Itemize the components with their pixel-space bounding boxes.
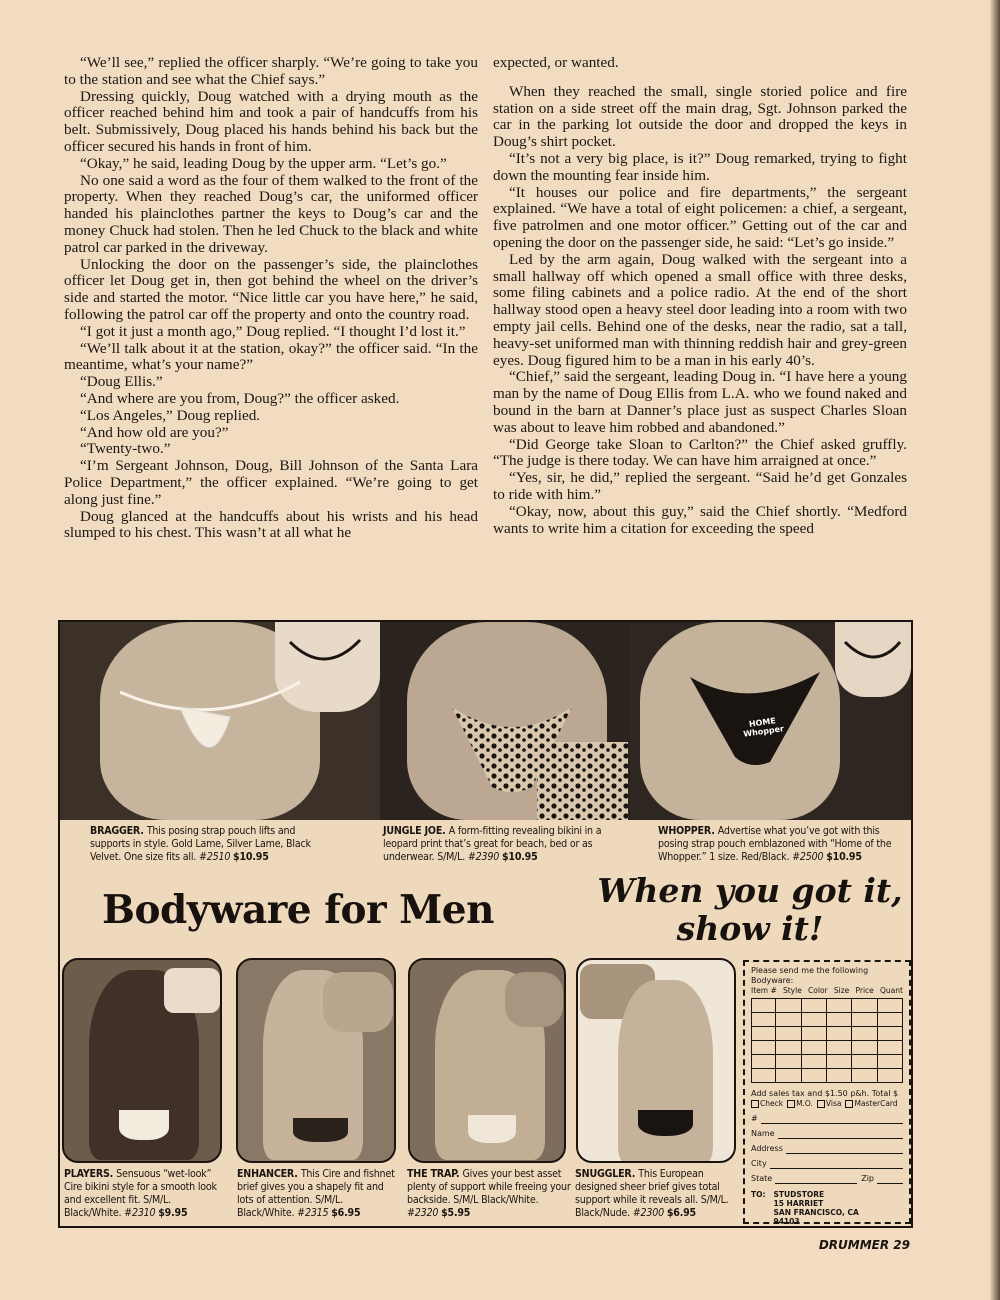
payment-option[interactable] (751, 1099, 783, 1109)
product-sku: #2500 (792, 851, 827, 863)
whopper-print: HOME Whopper (742, 716, 785, 739)
product-price: $6.95 (666, 1207, 696, 1219)
story-paragraph: “And where are you from, Doug?” the officer asked. (80, 389, 400, 407)
field-label: Name (751, 1129, 775, 1138)
product-description: Advertise what you’ve got with this posing strap pouch emblazoned with “Home of the Whopper.” 1 size. Red/Black. (658, 825, 892, 863)
story-paragraph: “We’ll talk about it at the station, okay?” the officer said. “In the meantime, what’s your name?” (64, 339, 478, 374)
payment-label: Visa (825, 1099, 842, 1108)
order-cell[interactable] (852, 1027, 877, 1041)
story-continuation: expected, or wanted. (493, 54, 619, 71)
leopard-bikini-icon (382, 622, 628, 820)
ad-slogan (590, 872, 910, 948)
the-trap-caption (407, 1168, 572, 1220)
field-input[interactable] (786, 1145, 903, 1154)
order-cell[interactable] (827, 1041, 852, 1055)
story-column-right-body (493, 84, 907, 538)
order-cell[interactable] (852, 1041, 877, 1055)
field-input[interactable] (770, 1160, 903, 1169)
whopper-photo (630, 622, 911, 820)
story-paragraph: When they reached the small, single storied police and fire station on a side street off the main drag, Sgt. Johnson parked the car in the parking lot outside the door and dropped the keys in Doug’s shirt pocket. (493, 82, 907, 151)
product-name: ENHANCER. (237, 1168, 301, 1180)
jungle-joe-photo (382, 622, 628, 820)
order-column-header: Price (855, 986, 874, 995)
page-edge (990, 0, 1000, 1300)
checkbox-icon (751, 1100, 759, 1108)
product-description: Gives your best asset plenty of support while freeing your backside. S/M/L Black/White. (407, 1168, 571, 1206)
payment-label: MasterCard (854, 1099, 898, 1108)
field-label: # (751, 1114, 758, 1123)
order-cell[interactable] (776, 1013, 801, 1027)
bragger-photo (60, 622, 380, 820)
order-field-line (751, 1129, 903, 1139)
snuggler-caption (575, 1168, 741, 1220)
order-cell[interactable] (802, 1041, 827, 1055)
field-label: Address (751, 1144, 783, 1153)
zip-field[interactable] (877, 1175, 903, 1184)
checkbox-icon (787, 1100, 795, 1108)
story-paragraph: Unlocking the door on the passenger’s side, the plainclothes officer let Doug get in, then got behind the wheel on the driver’s side and started the motor. “Nice little car you have here,” he said, following the patrol car off the property and onto the country road. (64, 255, 478, 323)
story-column-left (64, 55, 478, 542)
order-cell[interactable] (776, 1069, 801, 1083)
state-label: State (751, 1174, 773, 1183)
payment-option[interactable] (845, 1099, 897, 1109)
order-cell[interactable] (802, 1069, 827, 1083)
order-cell[interactable] (827, 1013, 852, 1027)
product-sku: #2315 (297, 1207, 332, 1219)
order-cell[interactable] (802, 999, 827, 1013)
product-sku: #2320 (407, 1207, 442, 1219)
players-photo (62, 958, 222, 1163)
payment-options (751, 1099, 903, 1109)
order-column-header: Item # (751, 986, 777, 995)
order-fields (751, 1114, 903, 1169)
payment-option[interactable] (817, 1099, 842, 1109)
jungle-joe-caption (383, 825, 628, 864)
tax-note: Add sales tax and $1.50 p&h. Total $ (751, 1089, 899, 1098)
story-paragraph: “And how old are you?” (80, 423, 229, 441)
checkbox-icon (845, 1100, 853, 1108)
product-price: $10.95 (233, 851, 269, 863)
state-field[interactable] (775, 1175, 857, 1184)
field-label: City (751, 1159, 767, 1168)
product-sku: #2300 (632, 1207, 667, 1219)
product-description: This posing strap pouch lifts and supports in style. Gold Lame, Silver Lame, Black Velvet. One size fits all. (90, 825, 311, 863)
product-price: $5.95 (441, 1207, 471, 1219)
story-paragraph: “Doug Ellis.” (80, 373, 163, 391)
order-cell[interactable] (776, 1041, 801, 1055)
story-paragraph: “Okay, now, about this guy,” said the Chief shortly. “Medford wants to write him a citation for exceeding the speed (493, 502, 907, 537)
story-paragraph: “It’s not a very big place, is it?” Doug remarked, trying to fight down the mounting fear inside him. (493, 149, 907, 184)
order-cell[interactable] (751, 1055, 776, 1069)
order-cell[interactable] (802, 1013, 827, 1027)
order-cell[interactable] (878, 1055, 903, 1069)
product-sku: #2510 (198, 851, 234, 863)
product-price: $6.95 (331, 1207, 361, 1219)
zip-label: Zip (861, 1174, 874, 1183)
the-trap-photo (408, 958, 566, 1163)
order-columns (751, 986, 903, 996)
story-paragraph: “I’m Sergeant Johnson, Doug, Bill Johnson of the Santa Lara Police Department,” the officer explained. “We’re going to get along just fine.” (64, 457, 478, 508)
story-paragraph: “It houses our police and fire departments,” the sergeant explained. “We have a total of eight policemen: a chief, a sergeant, five patrolmen and one motor officer.” Getting out of the car and opening the door on the passenger side, he said: “Let’s go inside.” (493, 183, 907, 251)
story-paragraph: Doug glanced at the handcuffs about his wrists and his head slumped to his chest. This wasn’t at all what he (64, 507, 478, 542)
bodyware-advertisement (58, 620, 913, 1228)
payment-option[interactable] (787, 1099, 813, 1109)
story-paragraph: “We’ll see,” replied the officer sharply. “We’re going to take you to the station and see what the Chief says.” (64, 54, 478, 88)
product-name: SNUGGLER. (575, 1168, 639, 1180)
snuggler-photo (576, 958, 736, 1163)
order-cell[interactable] (827, 1027, 852, 1041)
to-label: TO: (751, 1190, 766, 1199)
field-input[interactable] (778, 1130, 903, 1139)
order-cell[interactable] (751, 1013, 776, 1027)
ad-headline: Bodyware for Men (102, 887, 494, 933)
address-line: STUDSTORE (773, 1190, 825, 1199)
order-cell[interactable] (751, 999, 776, 1013)
address-lines (774, 1190, 859, 1226)
checkbox-icon (817, 1100, 825, 1108)
story-paragraph: “Chief,” said the sergeant, leading Doug in. “I have here a young man by the name of Doug Ellis from L.A. who we found naked and bound in the barn at Danner’s place just as suspect Charles Sloan was about to leave him robbed and abandoned.” (493, 368, 907, 436)
story-paragraph: “Los Angeles,” Doug replied. (80, 406, 261, 424)
payment-label: M.O. (796, 1099, 813, 1108)
product-price: $10.95 (826, 851, 862, 863)
mailing-address (751, 1190, 903, 1226)
story-paragraph: No one said a word as the four of them walked to the front of the property. When they reached Doug’s car, the uniformed officer handed his plainclothes partner the keys to Doug’s car and the money Chuck had stolen. Then he led Chuck to the black and white patrol car parked in the driveway. (64, 171, 478, 256)
address-line: 15 HARRIET (773, 1199, 824, 1208)
order-cell[interactable] (878, 1027, 903, 1041)
order-cell[interactable] (878, 1069, 903, 1083)
top-photo-strip (60, 622, 911, 820)
page-folio: DRUMMER 29 (818, 1238, 910, 1252)
order-cell[interactable] (878, 1013, 903, 1027)
order-intro: Please send me the following Bodyware: (751, 966, 869, 985)
bragger-caption (90, 825, 330, 864)
product-name: WHOPPER. (658, 825, 718, 837)
slogan-line-1: When you got it, (597, 871, 903, 910)
order-cell[interactable] (751, 1069, 776, 1083)
order-cell[interactable] (878, 999, 903, 1013)
order-cell[interactable] (776, 1055, 801, 1069)
order-cell[interactable] (852, 1013, 877, 1027)
field-input[interactable] (761, 1115, 903, 1124)
order-cell[interactable] (751, 1027, 776, 1041)
order-cell[interactable] (827, 999, 852, 1013)
product-description: This European designed sheer brief gives total support while it reveals all. S/M/L. Black/Nude. (575, 1168, 729, 1219)
product-name: PLAYERS. (64, 1168, 117, 1180)
product-description: This Cire and fishnet brief gives you a shapely fit and lots of attention. S/M/L. Black/White. (237, 1168, 395, 1219)
slogan-line-2: show it! (676, 909, 824, 948)
address-line: SAN FRANCISCO, CA (773, 1208, 859, 1217)
order-column-header: Quant (879, 986, 903, 995)
story-paragraph: “Yes, sir, he did,” replied the sergeant. “Said he’d get Gonzales to ride with him.” (493, 469, 907, 503)
story-paragraph: “Did George take Sloan to Carlton?” the Chief asked gruffly. “The judge is there today. We can have him arraigned at once.” (493, 435, 907, 470)
product-price: $10.95 (501, 851, 538, 863)
story-paragraph: Led by the arm again, Doug walked with the sergeant into a small hallway off which opened a small office with three desks, some filing cabinets and a police radio. At the end of the short hallway stood open a heavy steel door leading into a room with two empty jail cells. Behind one of the desks, near the radio, sat a tall, heavy-set uniformed man with thinning reddish hair and grey-green eyes. Doug figured him to be a man in his early 40’s. (493, 250, 907, 369)
order-field-line (751, 1144, 903, 1154)
enhancer-photo (236, 958, 396, 1163)
product-name: THE TRAP. (407, 1168, 463, 1180)
whopper-caption (658, 825, 898, 864)
product-sku: #2310 (124, 1207, 159, 1219)
order-field-line (751, 1114, 903, 1124)
players-caption (64, 1168, 230, 1220)
product-name: BRAGGER. (90, 825, 147, 837)
story-paragraph: “Okay,” he said, leading Doug by the upper arm. “Let’s go.” (80, 154, 447, 172)
product-description: Sensuous “wet-look” Cire bikini style for a smooth look and excellent fit. S/M/L. Black/White. (64, 1168, 217, 1219)
payment-label: Check (760, 1099, 784, 1108)
order-column-header: Size (833, 986, 850, 995)
order-cell[interactable] (802, 1055, 827, 1069)
order-cell[interactable] (878, 1041, 903, 1055)
story-paragraph: Dressing quickly, Doug watched with a drying mouth as the officer reached behind him and took a pair of handcuffs from his belt. Submissively, Doug placed his hands behind his back but the officer secured his hands in front of him. (64, 87, 478, 155)
order-form (743, 960, 911, 1224)
order-cell[interactable] (802, 1027, 827, 1041)
story-paragraph: “Twenty-two.” (80, 440, 171, 458)
address-line: 94103 (773, 1217, 800, 1226)
product-description: A form-fitting revealing bikini in a leopard print that’s great for beach, bed or as underwear. S/M/L. (383, 825, 602, 863)
order-column-header: Color (808, 986, 828, 995)
order-cell[interactable] (751, 1041, 776, 1055)
bragger-strap-icon (60, 622, 380, 820)
order-cell[interactable] (827, 1055, 852, 1069)
story-paragraph: “I got it just a month ago,” Doug replied. “I thought I’d lost it.” (80, 322, 466, 340)
order-field-line (751, 1159, 903, 1169)
enhancer-caption (237, 1168, 399, 1220)
product-name: JUNGLE JOE. (383, 825, 449, 837)
order-cell[interactable] (776, 999, 801, 1013)
state-zip-line (751, 1174, 903, 1184)
product-sku: #2390 (467, 851, 502, 863)
order-cell[interactable] (827, 1069, 852, 1083)
order-column-header: Style (782, 986, 802, 995)
order-cell[interactable] (852, 999, 877, 1013)
order-cell[interactable] (852, 1055, 877, 1069)
product-price: $9.95 (158, 1207, 188, 1219)
story-column-right (493, 55, 907, 537)
order-grid[interactable] (751, 998, 903, 1083)
order-cell[interactable] (776, 1027, 801, 1041)
order-cell[interactable] (852, 1069, 877, 1083)
